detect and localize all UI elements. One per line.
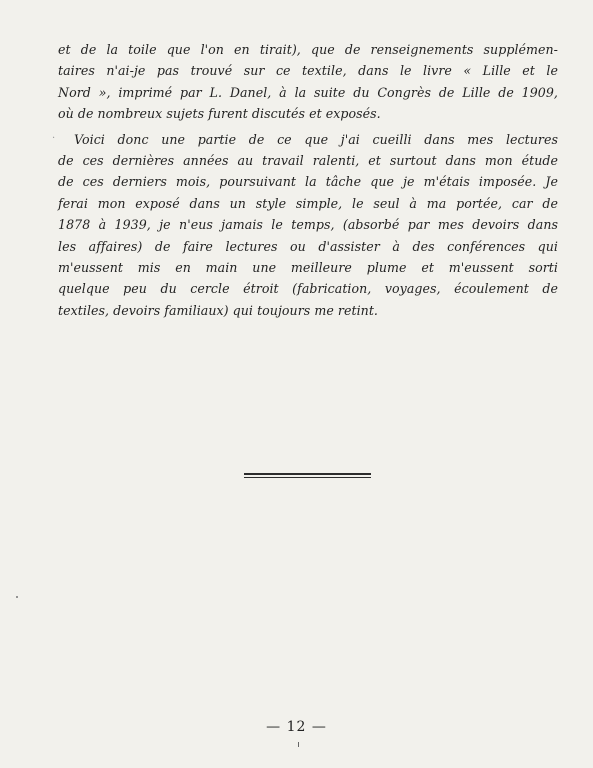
ornament-rule-thick [244, 473, 371, 475]
stray-mark: · [52, 132, 56, 144]
text-line: quelque peu du cercle étroit (fabrication, voyages, écoulement de [58, 281, 558, 297]
text-line: de ces derniers mois, poursuivant la tâche que je m'étais imposée. Je [58, 174, 558, 190]
text-line: les affaires) de faire lectures ou d'assister à des conférences qui [58, 238, 558, 254]
text-line: m'eussent mis en main une meilleure plume et m'eussent sorti [58, 259, 558, 275]
paragraph-1 [58, 39, 558, 125]
ornament-rule-thin [244, 477, 371, 478]
body-text [52, 39, 558, 321]
text-line: 1878 à 1939, je n'eus jamais le temps, (absorbé par mes devoirs dans [58, 217, 558, 233]
page-number: — 12 — [266, 719, 327, 735]
text-line: taires n'ai-je pas trouvé sur ce textile, dans le livre « Lille et le [58, 63, 558, 79]
text-line: ferai mon exposé dans un style simple, le seul à ma portée, car de [58, 195, 558, 211]
scan-mark [298, 742, 299, 747]
double-rule-ornament [244, 473, 371, 479]
paragraph-2 [52, 129, 558, 322]
text-line: et de la toile que l'on en tirait), que de renseignements supplémen- [58, 42, 558, 57]
text-line-indented [52, 129, 558, 150]
text-line: textiles, devoirs familiaux) qui toujours me retint. [58, 302, 378, 318]
text-line: Nord », imprimé par L. Danel, à la suite du Congrès de Lille de 1909, [58, 84, 558, 100]
text-line: où de nombreux sujets furent discutés et exposés. [58, 106, 381, 122]
text-line: de ces dernières années au travail ralenti, et surtout dans mon étude [58, 152, 558, 168]
scan-speck [16, 596, 18, 598]
text-line-content: Voici donc une partie de ce que j'ai cueilli dans mes lectures [74, 131, 558, 147]
